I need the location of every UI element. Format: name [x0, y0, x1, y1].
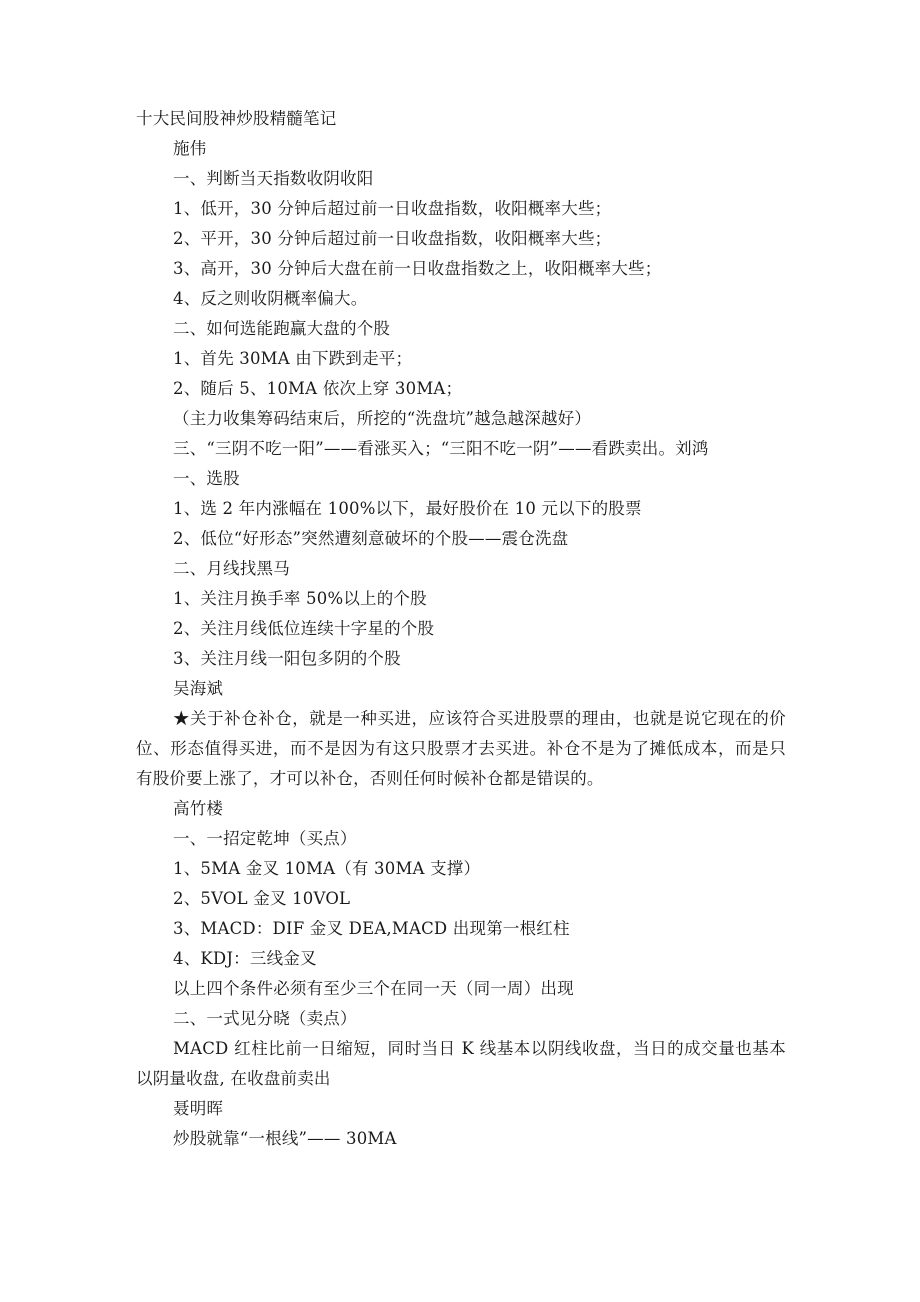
author-shi-wei: 施伟 [173, 139, 207, 158]
list-item: 2、5VOL 金叉 10VOL [173, 889, 351, 908]
list-item: 3、MACD：DIF 金叉 DEA,MACD 出现第一根红柱 [173, 919, 570, 938]
section-heading: 一、判断当天指数收阴收阳 [173, 169, 374, 188]
list-item: 2、平开，30 分钟后超过前一日收盘指数，收阳概率大些； [173, 229, 612, 248]
author-gao-zhulou: 高竹楼 [173, 799, 224, 818]
note-line: 以上四个条件必须有至少三个在同一天（同一周）出现 [173, 979, 574, 998]
list-item: 4、KDJ：三线金叉 [173, 949, 317, 968]
document-title: 十大民间股神炒股精髓笔记 [136, 109, 337, 128]
list-item: 3、关注月线一阳包多阴的个股 [173, 649, 401, 668]
section-heading: 一、一招定乾坤（买点） [173, 829, 357, 848]
author-nie-minghui: 聂明晖 [173, 1099, 224, 1118]
section-heading: 二、一式见分晓（卖点） [173, 1009, 357, 1028]
list-item: 1、5MA 金叉 10MA（有 30MA 支撑） [173, 859, 481, 878]
list-item: 2、低位“好形态”突然遭刻意破坏的个股——震仓洗盘 [173, 529, 569, 548]
list-item: 1、关注月换手率 50%以上的个股 [173, 589, 427, 608]
section-heading: 二、如何选能跑赢大盘的个股 [173, 319, 391, 338]
body-paragraph: MACD 红柱比前一日缩短，同时当日 K 线基本以阴线收盘，当日的成交量也基本以阴量收盘, 在收盘前卖出 [136, 1039, 786, 1088]
list-item: 2、关注月线低位连续十字星的个股 [173, 619, 435, 638]
list-item: 3、高开，30 分钟后大盘在前一日收盘指数之上，收阳概率大些； [173, 259, 662, 278]
list-item: 4、反之则收阴概率偏大。 [173, 289, 368, 308]
author-wu-haibin: 吴海斌 [173, 679, 224, 698]
list-item: 1、首先 30MA 由下跌到走平； [173, 349, 413, 368]
list-item: 1、低开，30 分钟后超过前一日收盘指数，收阳概率大些； [173, 199, 612, 218]
note-line: （主力收集筹码结束后，所挖的“洗盘坑”越急越深越好） [173, 409, 592, 428]
body-paragraph: ★关于补仓补仓，就是一种买进，应该符合买进股票的理由，也就是说它现在的价位、形态值得买进，而不是因为有这只股票才去买进。补仓不是为了摊低成本，而是只有股价要上涨了，才可以补仓，否则任何时候补仓都是错误的。 [136, 709, 786, 788]
list-item: 1、选 2 年内涨幅在 100%以下，最好股价在 10 元以下的股票 [173, 499, 642, 518]
section-heading-paragraph: 三、“三阴不吃一阳”——看涨买入；“三阳不吃一阴”——看跌卖出。刘鸿 [173, 439, 709, 458]
closing-line: 炒股就靠“一根线”—— 30MA [173, 1129, 397, 1148]
section-heading: 一、选股 [173, 469, 240, 488]
section-heading: 二、月线找黑马 [173, 559, 290, 578]
document-body [136, 104, 786, 1154]
list-item: 2、随后 5、10MA 依次上穿 30MA； [173, 379, 463, 398]
